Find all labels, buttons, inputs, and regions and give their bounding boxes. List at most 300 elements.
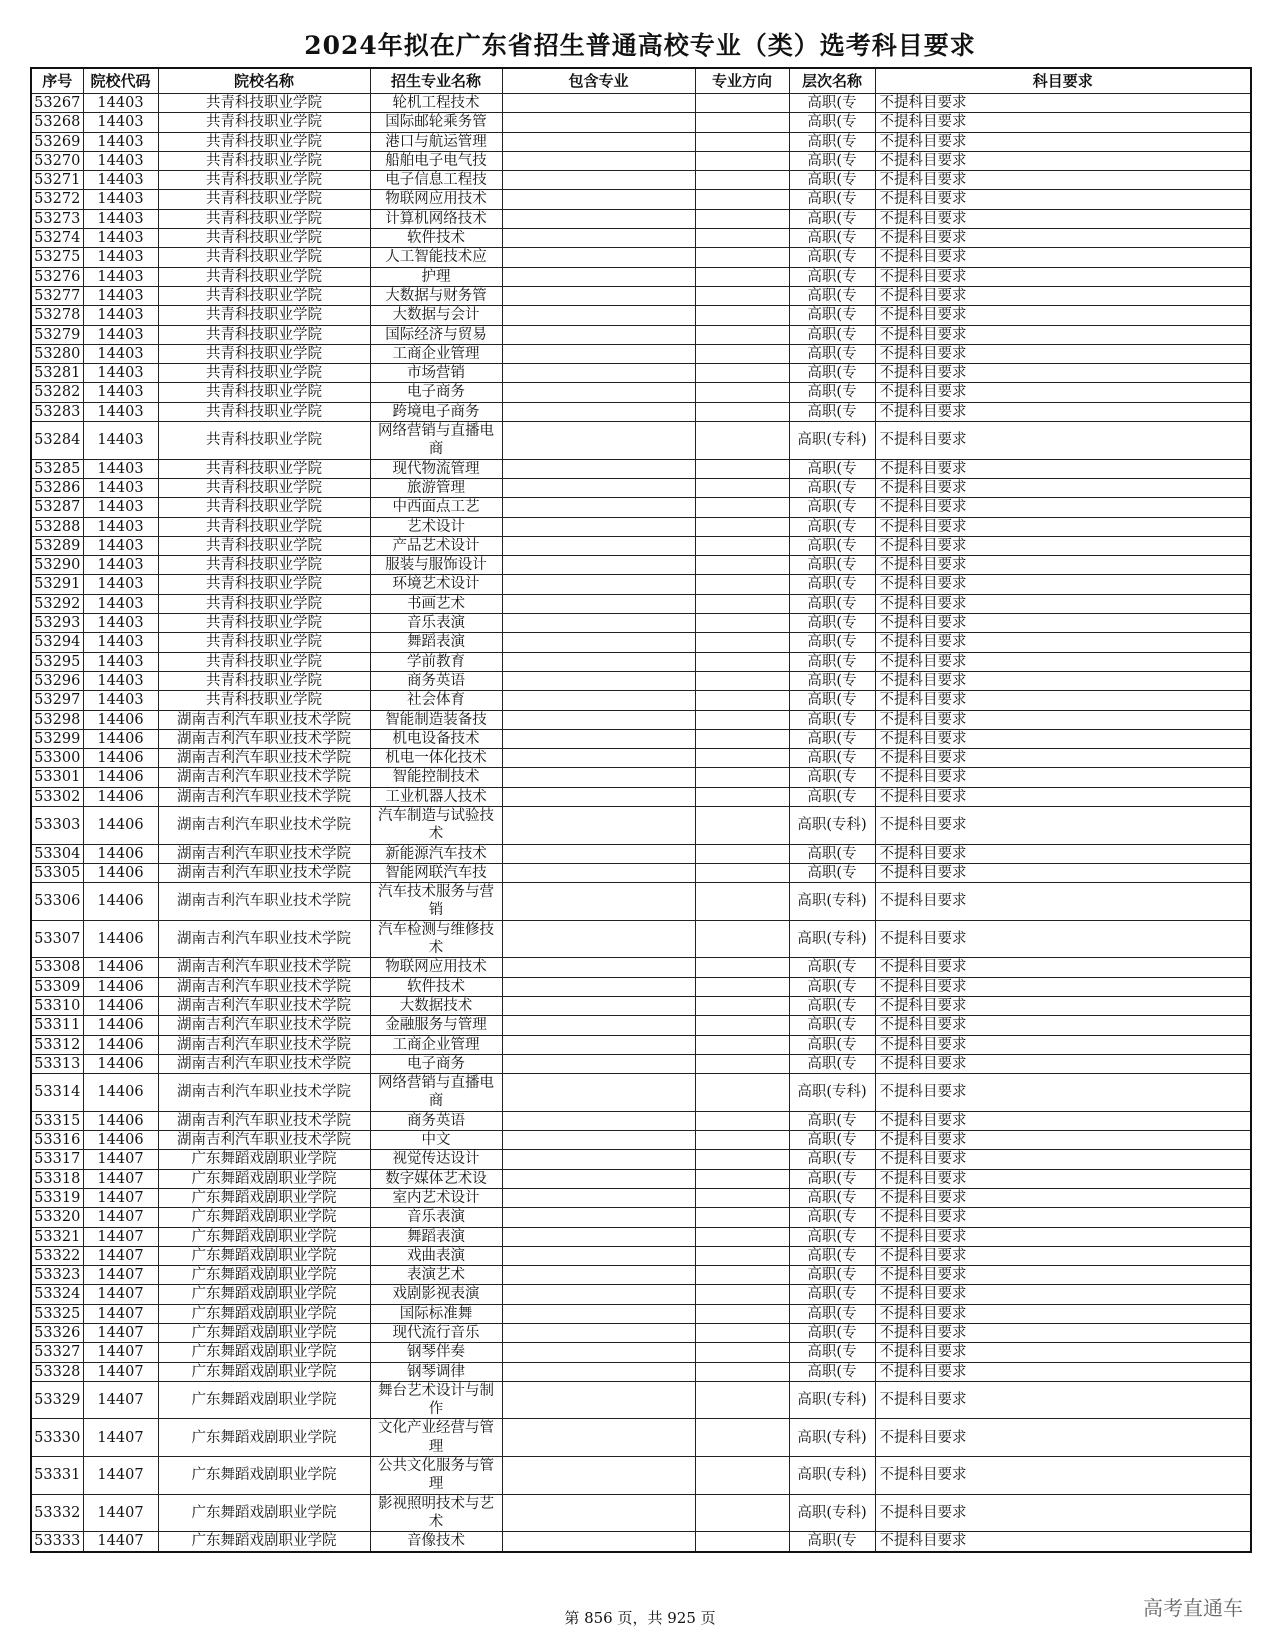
row-included-majors (502, 633, 695, 652)
row-school-code: 14407 (83, 1266, 158, 1285)
row-major-direction (695, 1035, 789, 1054)
row-major-direction (695, 1381, 789, 1419)
row-included-majors (502, 1494, 695, 1532)
row-major-direction (695, 614, 789, 633)
row-school-name: 共青科技职业学院 (158, 229, 370, 248)
row-index: 53294 (31, 633, 83, 652)
row-subject-requirement: 不提科目要求 (875, 1169, 1251, 1188)
row-level: 高职(专 (789, 402, 875, 421)
row-school-code: 14403 (83, 517, 158, 536)
row-index: 53296 (31, 671, 83, 690)
row-school-code: 14407 (83, 1362, 158, 1381)
table-row (31, 459, 1251, 478)
row-included-majors (502, 1150, 695, 1169)
row-index: 53291 (31, 575, 83, 594)
row-included-majors (502, 575, 695, 594)
row-school-code: 14407 (83, 1343, 158, 1362)
table-row (31, 1054, 1251, 1073)
row-included-majors (502, 94, 695, 113)
row-major-direction (695, 883, 789, 921)
row-level: 高职(专 (789, 710, 875, 729)
row-subject-requirement: 不提科目要求 (875, 1208, 1251, 1227)
row-included-majors (502, 536, 695, 555)
row-level: 高职(专 (789, 1246, 875, 1265)
row-subject-requirement: 不提科目要求 (875, 1150, 1251, 1169)
row-major-name: 工商企业管理 (370, 1035, 502, 1054)
header-major-name: 招生专业名称 (370, 68, 502, 94)
row-school-name: 湖南吉利汽车职业技术学院 (158, 729, 370, 748)
row-subject-requirement: 不提科目要求 (875, 1457, 1251, 1495)
table-row (31, 1208, 1251, 1227)
row-included-majors (502, 844, 695, 863)
row-level: 高职(专 (789, 1208, 875, 1227)
row-subject-requirement: 不提科目要求 (875, 958, 1251, 977)
row-school-name: 广东舞蹈戏剧职业学院 (158, 1304, 370, 1323)
header-school-code: 院校代码 (83, 68, 158, 94)
page-footer: 第 856 页，共 925 页 (564, 1609, 716, 1627)
row-school-name: 共青科技职业学院 (158, 248, 370, 267)
row-major-name: 大数据与会计 (370, 306, 502, 325)
row-index: 53280 (31, 344, 83, 363)
row-level: 高职(专 (789, 94, 875, 113)
row-included-majors (502, 1016, 695, 1035)
row-level: 高职(专 (789, 229, 875, 248)
row-index: 53319 (31, 1188, 83, 1207)
row-index: 53275 (31, 248, 83, 267)
row-level: 高职(专 (789, 1035, 875, 1054)
row-school-code: 14407 (83, 1419, 158, 1457)
row-included-majors (502, 1419, 695, 1457)
row-school-code: 14403 (83, 190, 158, 209)
row-major-direction (695, 286, 789, 305)
row-major-direction (695, 844, 789, 863)
row-school-name: 湖南吉利汽车职业技术学院 (158, 996, 370, 1015)
row-included-majors (502, 248, 695, 267)
row-index: 53328 (31, 1362, 83, 1381)
header-level: 层次名称 (789, 68, 875, 94)
row-included-majors (502, 806, 695, 844)
row-included-majors (502, 229, 695, 248)
row-major-direction (695, 1266, 789, 1285)
row-major-direction (695, 364, 789, 383)
row-index: 53272 (31, 190, 83, 209)
row-major-direction (695, 1150, 789, 1169)
row-index: 53268 (31, 113, 83, 132)
row-level: 高职(专 (789, 1343, 875, 1362)
row-major-name: 旅游管理 (370, 478, 502, 497)
row-level: 高职(专 (789, 633, 875, 652)
row-major-name: 物联网应用技术 (370, 190, 502, 209)
row-school-name: 共青科技职业学院 (158, 267, 370, 286)
row-school-code: 14403 (83, 556, 158, 575)
row-school-code: 14403 (83, 383, 158, 402)
row-major-direction (695, 1285, 789, 1304)
row-index: 53271 (31, 171, 83, 190)
row-school-code: 14407 (83, 1285, 158, 1304)
row-school-code: 14407 (83, 1150, 158, 1169)
row-level: 高职(专 (789, 132, 875, 151)
row-subject-requirement: 不提科目要求 (875, 113, 1251, 132)
row-level: 高职(专 (789, 594, 875, 613)
row-level: 高职(专 (789, 1266, 875, 1285)
table-row (31, 691, 1251, 710)
table-row (31, 1343, 1251, 1362)
row-index: 53287 (31, 498, 83, 517)
row-major-name: 电子信息工程技 (370, 171, 502, 190)
row-school-name: 广东舞蹈戏剧职业学院 (158, 1494, 370, 1532)
row-index: 53300 (31, 749, 83, 768)
table-row (31, 267, 1251, 286)
row-included-majors (502, 671, 695, 690)
row-school-code: 14403 (83, 151, 158, 170)
row-included-majors (502, 1188, 695, 1207)
row-subject-requirement: 不提科目要求 (875, 94, 1251, 113)
row-subject-requirement: 不提科目要求 (875, 383, 1251, 402)
row-index: 53277 (31, 286, 83, 305)
row-index: 53322 (31, 1246, 83, 1265)
row-school-code: 14403 (83, 691, 158, 710)
row-level: 高职(专 (789, 1016, 875, 1035)
row-school-name: 广东舞蹈戏剧职业学院 (158, 1150, 370, 1169)
table-row (31, 768, 1251, 787)
row-school-name: 共青科技职业学院 (158, 325, 370, 344)
row-school-name: 广东舞蹈戏剧职业学院 (158, 1457, 370, 1495)
row-major-name: 智能制造装备技 (370, 710, 502, 729)
row-school-name: 湖南吉利汽车职业技术学院 (158, 844, 370, 863)
row-major-name: 智能网联汽车技 (370, 863, 502, 882)
row-subject-requirement: 不提科目要求 (875, 652, 1251, 671)
row-index: 53267 (31, 94, 83, 113)
row-index: 53308 (31, 958, 83, 977)
table-row (31, 806, 1251, 844)
row-school-code: 14406 (83, 863, 158, 882)
row-included-majors (502, 1131, 695, 1150)
row-level: 高职(专 (789, 958, 875, 977)
row-school-name: 共青科技职业学院 (158, 383, 370, 402)
table-row (31, 1016, 1251, 1035)
row-index: 53324 (31, 1285, 83, 1304)
row-index: 53305 (31, 863, 83, 882)
row-major-name: 舞台艺术设计与制作 (370, 1381, 502, 1419)
row-school-name: 共青科技职业学院 (158, 132, 370, 151)
row-major-direction (695, 575, 789, 594)
row-subject-requirement: 不提科目要求 (875, 209, 1251, 228)
row-school-name: 共青科技职业学院 (158, 633, 370, 652)
header-major-direction: 专业方向 (695, 68, 789, 94)
row-level: 高职(专 (789, 768, 875, 787)
row-level: 高职(专 (789, 1227, 875, 1246)
table-row (31, 517, 1251, 536)
table-row (31, 402, 1251, 421)
row-index: 53326 (31, 1324, 83, 1343)
row-school-name: 湖南吉利汽车职业技术学院 (158, 1016, 370, 1035)
row-subject-requirement: 不提科目要求 (875, 478, 1251, 497)
row-subject-requirement: 不提科目要求 (875, 422, 1251, 460)
row-major-name: 物联网应用技术 (370, 958, 502, 977)
row-index: 53279 (31, 325, 83, 344)
row-included-majors (502, 1285, 695, 1304)
row-index: 53270 (31, 151, 83, 170)
row-subject-requirement: 不提科目要求 (875, 1111, 1251, 1130)
row-index: 53314 (31, 1074, 83, 1112)
table-row (31, 1131, 1251, 1150)
row-school-code: 14406 (83, 958, 158, 977)
row-school-name: 共青科技职业学院 (158, 478, 370, 497)
row-major-name: 商务英语 (370, 671, 502, 690)
row-major-name: 社会体育 (370, 691, 502, 710)
row-subject-requirement: 不提科目要求 (875, 710, 1251, 729)
row-school-name: 湖南吉利汽车职业技术学院 (158, 977, 370, 996)
table-row (31, 958, 1251, 977)
row-index: 53330 (31, 1419, 83, 1457)
row-level: 高职(专 (789, 517, 875, 536)
row-subject-requirement: 不提科目要求 (875, 1494, 1251, 1532)
table-row (31, 1324, 1251, 1343)
row-school-code: 14403 (83, 94, 158, 113)
row-index: 53318 (31, 1169, 83, 1188)
table-row (31, 1419, 1251, 1457)
row-major-direction (695, 691, 789, 710)
table-row (31, 248, 1251, 267)
table-row (31, 1227, 1251, 1246)
row-major-direction (695, 1169, 789, 1188)
row-level: 高职(专科) (789, 1419, 875, 1457)
row-major-name: 表演艺术 (370, 1266, 502, 1285)
row-index: 53299 (31, 729, 83, 748)
row-included-majors (502, 364, 695, 383)
row-school-code: 14403 (83, 671, 158, 690)
row-index: 53293 (31, 614, 83, 633)
row-major-name: 舞蹈表演 (370, 1227, 502, 1246)
row-major-name: 港口与航运管理 (370, 132, 502, 151)
row-level: 高职(专 (789, 1150, 875, 1169)
row-included-majors (502, 1324, 695, 1343)
row-index: 53273 (31, 209, 83, 228)
table-row (31, 1457, 1251, 1495)
row-major-name: 音像技术 (370, 1532, 502, 1552)
row-school-code: 14403 (83, 594, 158, 613)
row-index: 53332 (31, 1494, 83, 1532)
row-subject-requirement: 不提科目要求 (875, 229, 1251, 248)
row-index: 53310 (31, 996, 83, 1015)
table-row (31, 883, 1251, 921)
row-major-name: 学前教育 (370, 652, 502, 671)
row-included-majors (502, 478, 695, 497)
row-major-direction (695, 422, 789, 460)
row-major-direction (695, 920, 789, 958)
row-school-name: 广东舞蹈戏剧职业学院 (158, 1227, 370, 1246)
row-level: 高职(专 (789, 383, 875, 402)
row-school-name: 共青科技职业学院 (158, 209, 370, 228)
row-included-majors (502, 1169, 695, 1188)
row-level: 高职(专 (789, 344, 875, 363)
row-included-majors (502, 556, 695, 575)
row-subject-requirement: 不提科目要求 (875, 863, 1251, 882)
row-major-name: 人工智能技术应 (370, 248, 502, 267)
row-major-direction (695, 190, 789, 209)
row-school-name: 共青科技职业学院 (158, 459, 370, 478)
row-school-name: 湖南吉利汽车职业技术学院 (158, 768, 370, 787)
row-major-name: 中文 (370, 1131, 502, 1150)
row-included-majors (502, 132, 695, 151)
row-included-majors (502, 171, 695, 190)
row-major-name: 舞蹈表演 (370, 633, 502, 652)
row-school-code: 14403 (83, 498, 158, 517)
row-subject-requirement: 不提科目要求 (875, 1285, 1251, 1304)
row-level: 高职(专 (789, 652, 875, 671)
row-school-name: 共青科技职业学院 (158, 402, 370, 421)
row-subject-requirement: 不提科目要求 (875, 536, 1251, 555)
row-level: 高职(专 (789, 478, 875, 497)
row-included-majors (502, 517, 695, 536)
row-major-direction (695, 248, 789, 267)
table-row (31, 536, 1251, 555)
table-row (31, 1074, 1251, 1112)
row-level: 高职(专 (789, 267, 875, 286)
table-row (31, 633, 1251, 652)
row-major-name: 电子商务 (370, 1054, 502, 1073)
row-major-direction (695, 267, 789, 286)
table-row (31, 364, 1251, 383)
row-school-code: 14406 (83, 787, 158, 806)
row-school-code: 14406 (83, 920, 158, 958)
row-subject-requirement: 不提科目要求 (875, 1304, 1251, 1323)
row-major-name: 跨境电子商务 (370, 402, 502, 421)
table-row (31, 652, 1251, 671)
row-school-code: 14403 (83, 575, 158, 594)
table-row (31, 1169, 1251, 1188)
row-school-name: 共青科技职业学院 (158, 671, 370, 690)
row-index: 53327 (31, 1343, 83, 1362)
brand-watermark: 高考直通车 (1143, 1596, 1243, 1620)
table-row (31, 190, 1251, 209)
row-major-name: 大数据技术 (370, 996, 502, 1015)
row-major-direction (695, 1419, 789, 1457)
table-row (31, 1035, 1251, 1054)
row-major-direction (695, 402, 789, 421)
row-subject-requirement: 不提科目要求 (875, 1381, 1251, 1419)
row-subject-requirement: 不提科目要求 (875, 1227, 1251, 1246)
row-level: 高职(专 (789, 209, 875, 228)
row-included-majors (502, 710, 695, 729)
row-major-name: 汽车制造与试验技术 (370, 806, 502, 844)
row-school-code: 14407 (83, 1208, 158, 1227)
row-included-majors (502, 1343, 695, 1362)
row-school-name: 湖南吉利汽车职业技术学院 (158, 883, 370, 921)
row-major-name: 智能控制技术 (370, 768, 502, 787)
row-school-code: 14403 (83, 364, 158, 383)
table-header-row (31, 68, 1251, 94)
row-subject-requirement: 不提科目要求 (875, 1131, 1251, 1150)
row-school-code: 14406 (83, 883, 158, 921)
row-major-direction (695, 517, 789, 536)
row-level: 高职(专 (789, 844, 875, 863)
table-row (31, 787, 1251, 806)
table-row (31, 996, 1251, 1015)
row-major-direction (695, 1304, 789, 1323)
row-subject-requirement: 不提科目要求 (875, 1266, 1251, 1285)
row-school-code: 14403 (83, 209, 158, 228)
row-school-name: 共青科技职业学院 (158, 575, 370, 594)
row-index: 53316 (31, 1131, 83, 1150)
row-school-code: 14403 (83, 614, 158, 633)
table-row (31, 729, 1251, 748)
row-level: 高职(专 (789, 1324, 875, 1343)
row-index: 53281 (31, 364, 83, 383)
row-included-majors (502, 422, 695, 460)
row-major-direction (695, 729, 789, 748)
row-major-direction (695, 996, 789, 1015)
row-school-name: 广东舞蹈戏剧职业学院 (158, 1169, 370, 1188)
row-school-name: 共青科技职业学院 (158, 286, 370, 305)
row-subject-requirement: 不提科目要求 (875, 1016, 1251, 1035)
row-school-name: 共青科技职业学院 (158, 652, 370, 671)
table-row (31, 306, 1251, 325)
row-school-code: 14403 (83, 286, 158, 305)
row-subject-requirement: 不提科目要求 (875, 996, 1251, 1015)
row-subject-requirement: 不提科目要求 (875, 1035, 1251, 1054)
row-school-code: 14406 (83, 844, 158, 863)
table-row (31, 556, 1251, 575)
row-school-code: 14407 (83, 1246, 158, 1265)
row-school-name: 广东舞蹈戏剧职业学院 (158, 1419, 370, 1457)
table-row (31, 977, 1251, 996)
row-subject-requirement: 不提科目要求 (875, 844, 1251, 863)
row-major-direction (695, 1227, 789, 1246)
table-row (31, 1494, 1251, 1532)
row-school-name: 湖南吉利汽车职业技术学院 (158, 958, 370, 977)
row-index: 53285 (31, 459, 83, 478)
row-major-name: 戏剧影视表演 (370, 1285, 502, 1304)
row-included-majors (502, 1227, 695, 1246)
row-subject-requirement: 不提科目要求 (875, 1419, 1251, 1457)
row-school-name: 共青科技职业学院 (158, 364, 370, 383)
row-major-direction (695, 459, 789, 478)
row-major-name: 大数据与财务管 (370, 286, 502, 305)
row-index: 53297 (31, 691, 83, 710)
row-index: 53282 (31, 383, 83, 402)
row-major-name: 网络营销与直播电商 (370, 1074, 502, 1112)
row-subject-requirement: 不提科目要求 (875, 1054, 1251, 1073)
row-major-name: 网络营销与直播电商 (370, 422, 502, 460)
row-major-direction (695, 1208, 789, 1227)
row-school-name: 湖南吉利汽车职业技术学院 (158, 863, 370, 882)
table-row (31, 1285, 1251, 1304)
row-subject-requirement: 不提科目要求 (875, 594, 1251, 613)
row-school-code: 14403 (83, 113, 158, 132)
row-level: 高职(专 (789, 749, 875, 768)
row-school-code: 14403 (83, 267, 158, 286)
row-subject-requirement: 不提科目要求 (875, 132, 1251, 151)
row-school-name: 共青科技职业学院 (158, 556, 370, 575)
row-level: 高职(专 (789, 787, 875, 806)
row-major-direction (695, 1362, 789, 1381)
row-level: 高职(专 (789, 306, 875, 325)
row-school-code: 14406 (83, 1131, 158, 1150)
row-major-direction (695, 556, 789, 575)
table-row (31, 749, 1251, 768)
row-major-name: 戏曲表演 (370, 1246, 502, 1265)
row-index: 53269 (31, 132, 83, 151)
row-major-name: 音乐表演 (370, 1208, 502, 1227)
row-major-name: 软件技术 (370, 229, 502, 248)
row-school-code: 14406 (83, 749, 158, 768)
table-row (31, 132, 1251, 151)
row-school-code: 14406 (83, 710, 158, 729)
row-level: 高职(专 (789, 536, 875, 555)
row-subject-requirement: 不提科目要求 (875, 806, 1251, 844)
row-school-name: 共青科技职业学院 (158, 498, 370, 517)
